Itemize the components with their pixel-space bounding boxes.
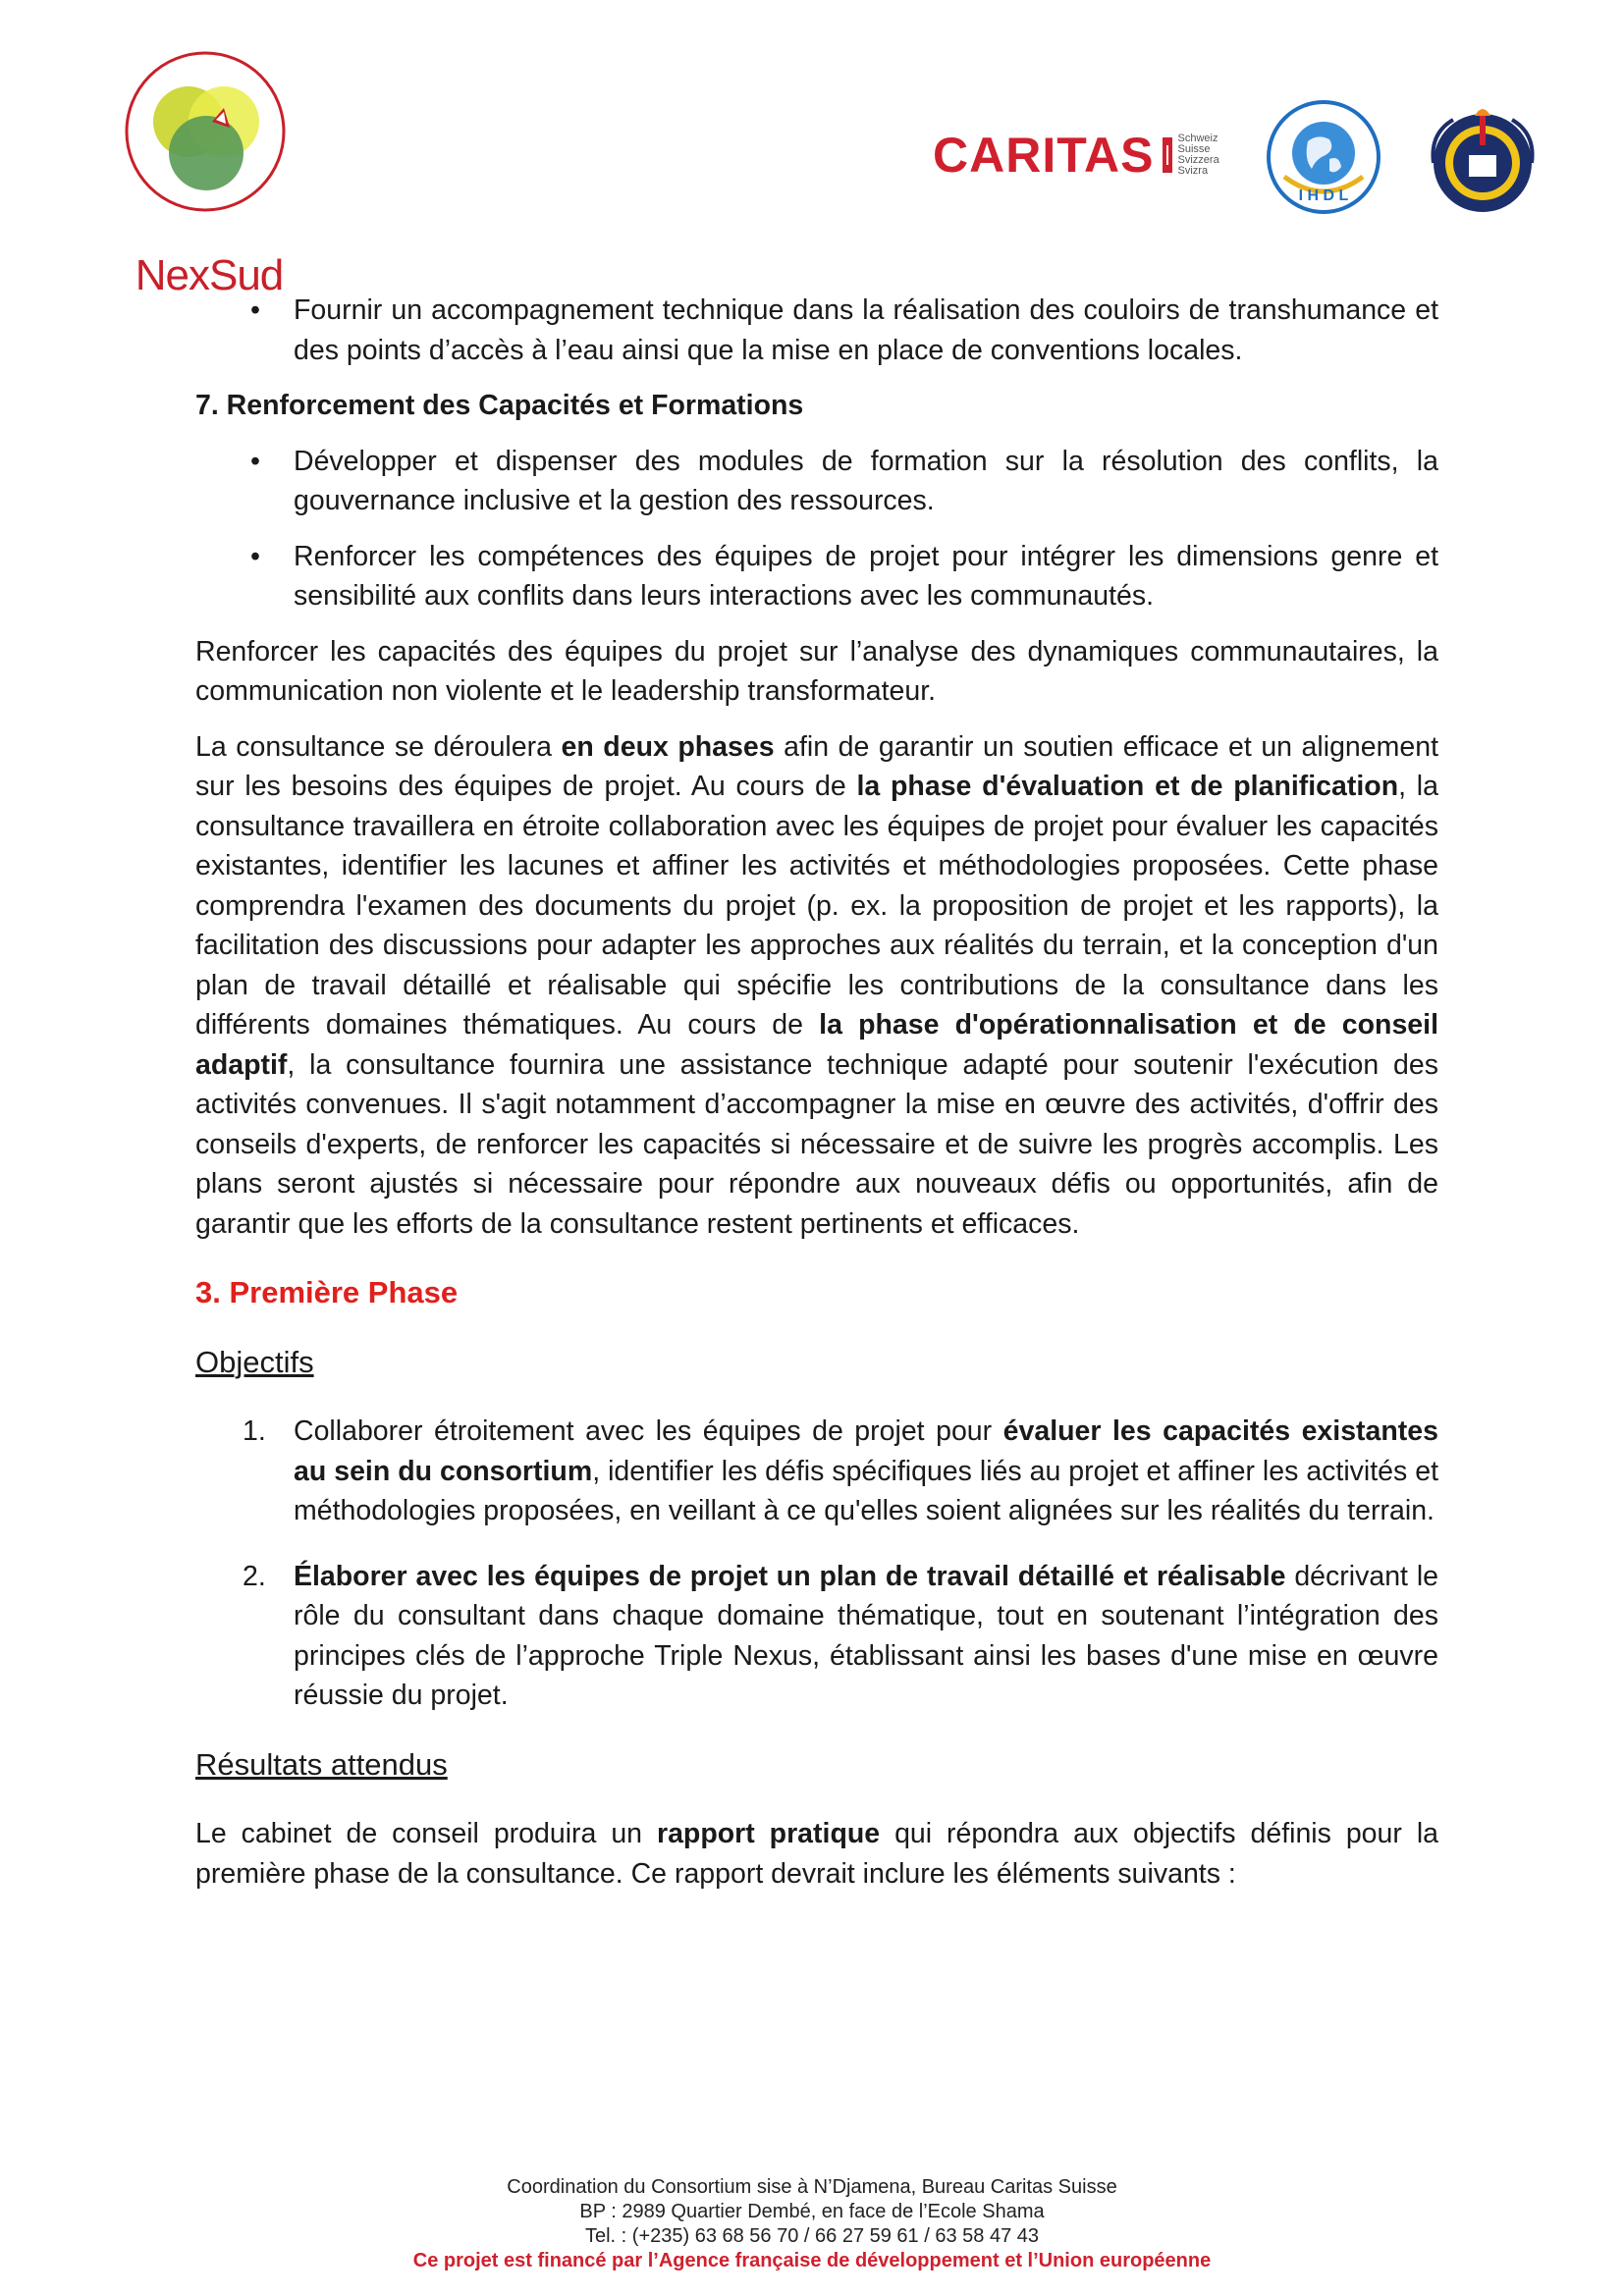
numbered-item: 2. Élaborer avec les équipes de projet un plan de travail détaillé et réalisable décrivant le rôle du consultant dans chaque domaine thématique, tout en soutenant l’intégration des principes clés de l’approche Triple Nexus, établissant ainsi les bases d'une mise en œuvre réussie du projet. [243, 1560, 1438, 1711]
aplet-logo [1426, 102, 1540, 218]
footer-address: Coordination du Consortium sise à N’Djamena, Bureau Caritas Suisse [507, 2176, 1117, 2198]
list-item: • Développer et dispenser des modules de formation sur la résolution des conflits, la gouvernance inclusive et la gestion des ressources. [195, 442, 1438, 521]
nexsud-logo-graphic [122, 49, 289, 245]
caritas-logo [933, 130, 1219, 181]
paragraph: La consultance se déroulera en deux phases afin de garantir un soutien efficace et un alignement sur les besoins des équipes de projet. Au cours de la phase d'évaluation et de planification, la consultance travaillera en étroite collaboration avec les équipes de projet pour évaluer les capacités existantes, identifier les lacunes et affiner les activités et méthodologies proposées. Cette phase comprendra l'examen des documents du projet (p. ex. la proposition de projet et les rapports), la facilitation des discussions pour adapter les approches aux réalités du terrain, et la conception d'un plan de travail détaillé et réalisable qui spécifie les contributions de la consultance dans les différents domaines thématiques. Au cours de la phase d'opérationnalisation et de conseil adaptif, la consultance fournira une assistance technique adapté pour soutenir l'exécution des activités convenues. Il s'agit notamment d’accompagner la mise en œuvre des activités, d'offrir des conseils d'experts, de renforcer les capacités si nécessaire et de suivre les progrès accomplis. Les plans seront ajustés si nécessaire pour répondre aux nouveaux défis ou opportunités, afin de garantir que les efforts de la consultance restent pertinents et efficaces. [195, 730, 1438, 1240]
subsection-heading: Résultats attendus [195, 1746, 448, 1782]
nexsud-logo [122, 49, 289, 299]
bullet-icon: • [250, 294, 260, 326]
page-footer [0, 2175, 1624, 2273]
aplet-emblem-icon [1426, 102, 1540, 218]
ihdl-globe-icon [1265, 98, 1382, 216]
subsection-heading: Objectifs [195, 1344, 314, 1379]
footer-funding-note: Ce projet est financé par l’Agence française de développement et l’Union européenne [412, 2250, 1212, 2271]
section-heading-red: 3. Première Phase [195, 1275, 459, 1309]
section-heading: 7. Renforcement des Capacités et Formations [195, 390, 804, 421]
caritas-flag-icon [1163, 137, 1172, 173]
caritas-wordmark: CARITAS [933, 128, 1155, 183]
bullet-icon: • [250, 445, 260, 477]
svg-text:I H D L: I H D L [1298, 187, 1349, 204]
footer-po-box: BP : 2989 Quartier Dembé, en face de l’Ecole Shama [579, 2201, 1045, 2222]
caritas-languages: Schweiz Suisse Svizzera Svizra [1177, 133, 1219, 177]
document-body [195, 291, 1438, 1894]
list-item: • Renforcer les compétences des équipes de projet pour intégrer les dimensions genre et sensibilité aux conflits dans leurs interactions avec les communautés. [195, 537, 1438, 616]
ihdl-logo [1265, 98, 1382, 216]
footer-phone: Tel. : (+235) 63 68 56 70 / 66 27 59 61 / 63 58 47 43 [584, 2225, 1040, 2247]
numbered-item: 1. Collaborer étroitement avec les équipes de projet pour évaluer les capacités existantes au sein du consortium, identifier les défis spécifiques liés au projet et affiner les activités et méthodologies proposées, en veillant à ce qu'elles soient alignées sur les réalités du terrain. [243, 1415, 1438, 1526]
bullet-icon: • [250, 540, 260, 572]
list-item: • Fournir un accompagnement technique dans la réalisation des couloirs de transhumance et des points d’accès à l’eau ainsi que la mise en place de conventions locales. [195, 291, 1438, 370]
paragraph: Le cabinet de conseil produira un rapport pratique qui répondra aux objectifs définis pour la première phase de la consultance. Ce rapport devrait inclure les éléments suivants : [195, 1818, 1438, 1890]
nexsud-wordmark: NexSud [135, 251, 284, 299]
paragraph: Renforcer les capacités des équipes du projet sur l’analyse des dynamiques communautaires, la communication non violente et le leadership transformateur. [195, 635, 1438, 707]
